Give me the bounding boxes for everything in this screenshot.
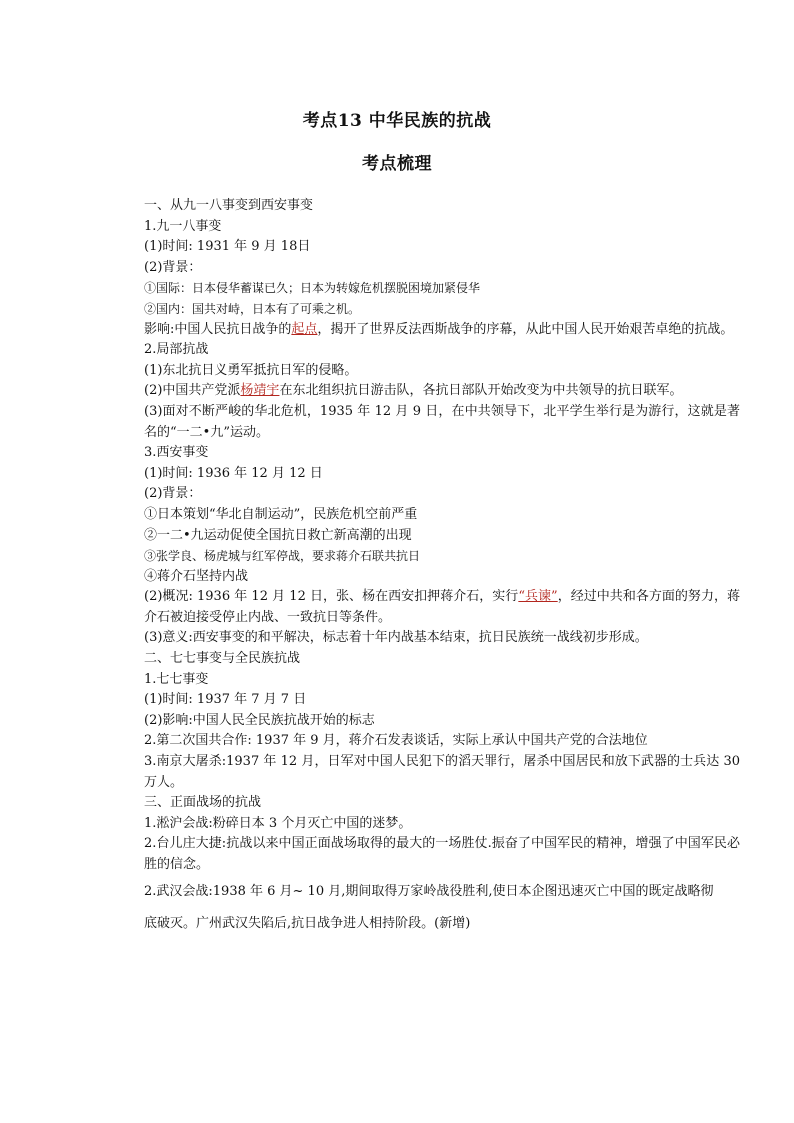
paragraph-line: ③张学良、杨虎城与红军停战，要求蒋介石联共抗日: [144, 549, 421, 564]
text-run: 影响:中国人民抗日战争的: [144, 321, 292, 337]
paragraph-line: 1.淞沪会战:粉碎日本 3 个月灭亡中国的迷梦。: [144, 815, 412, 831]
text-run: (2)中国共产党派: [144, 383, 241, 399]
paragraph-line: (3)面对不断严峻的华北危机，1935 年 12 月 9 日，在中共领导下，北平学生举行是为游行，这就是著名的“一二•九”运动。: [144, 403, 740, 440]
text-run: 在东北组织抗日游击队，各抗日部队开始改变为中共领导的抗日联军。: [279, 383, 683, 399]
highlighted-term: “兵谏”: [518, 589, 558, 605]
paragraph-line: 2.台儿庄大捷:抗战以来中国正面战场取得的最大的一场胜仗.振奋了中国军民的精神，增强了中国军民必胜的信念。: [144, 836, 740, 872]
paragraph-line: ④蒋介石坚持内战: [144, 568, 249, 584]
paragraph-line: (2)影响:中国人民全民族抗战开始的标志: [144, 712, 375, 728]
document-body: [144, 196, 740, 940]
paragraph-line: 底破灭。广州武汉失陷后,抗日战争进人相持阶段。(新增): [144, 915, 471, 931]
subsection-heading: 1.九一八事变: [144, 218, 222, 234]
highlighted-term: 起点: [291, 321, 318, 337]
subsection-heading: 1.七七事变: [144, 671, 209, 687]
paragraph-overview: [144, 587, 740, 628]
paragraph-impact: [144, 320, 740, 341]
paragraph-line: ②一二•九运动促使全国抗日救亡新高潮的出现: [144, 527, 412, 543]
paragraph-line: ①国际：日本侵华蓄谋已久；日本为转嫁危机摆脱困境加紧侵华: [144, 281, 481, 296]
paragraph-line: ①日本策划“华北自制运动”，民族危机空前严重: [144, 506, 418, 522]
section-heading-3: 三、正面战场的抗战: [144, 795, 262, 811]
paragraph-line: (3)意义:西安事变的和平解决，标志着十年内战基本结束，抗日民族统一战线初步形成。: [144, 630, 648, 646]
paragraph-line: [144, 381, 740, 402]
paragraph-line: (1)时间: 1931 年 9 月 18日: [144, 239, 311, 255]
section-heading-1: 一、从九一八事变到西安事变: [144, 198, 314, 213]
page-subtitle: 考点梳理: [362, 154, 432, 174]
paragraph-line: 2.武汉会战:1938 年 6 月~ 10 月,期间取得万家岭战役胜利,使日本企图迅速灭亡中国的既定战略彻: [144, 883, 714, 899]
highlighted-term: 杨靖宇: [240, 383, 280, 399]
page-title: 考点13 中华民族的抗战: [302, 111, 492, 131]
subsection-heading: 2.局部抗战: [144, 342, 209, 358]
paragraph-line: 2.第二次国共合作: 1937 年 9 月，蒋介石发表谈话，实际上承认中国共产党的合法地位: [144, 733, 648, 749]
paragraph-line: (1)时间: 1937 年 7 月 7 日: [144, 692, 307, 708]
subsection-heading: 3.西安事变: [144, 445, 209, 461]
paragraph-line: (2)背景：: [144, 486, 202, 502]
paragraph-line: 3.南京大屠杀:1937 年 12 月，日军对中国人民犯下的滔天罪行，屠杀中国居民和放下武器的士兵达 30 万人。: [144, 754, 740, 790]
text-run: ，揭开了世界反法西斯战争的序幕，从此中国人民开始艰苦卓绝的抗战。: [317, 321, 734, 337]
paragraph-line: (1)东北抗日义勇军抵抗日军的侵略。: [144, 362, 358, 378]
text-run: ，经过中共和各方面的努力，蒋介石被迫接受停止内战、一致抗日等条件。: [144, 589, 740, 625]
text-run: (2)概况: 1936 年 12 月 12 日，张、杨在西安扣押蒋介石，实行: [144, 589, 519, 605]
paragraph-line: ②国内：国共对峙，日本有了可乘之机。: [144, 301, 361, 316]
paragraph-line: (1)时间: 1936 年 12 月 12 日: [144, 465, 323, 481]
section-heading-2: 二、七七事变与全民族抗战: [144, 651, 301, 667]
paragraph-line: (2)背景：: [144, 259, 202, 275]
